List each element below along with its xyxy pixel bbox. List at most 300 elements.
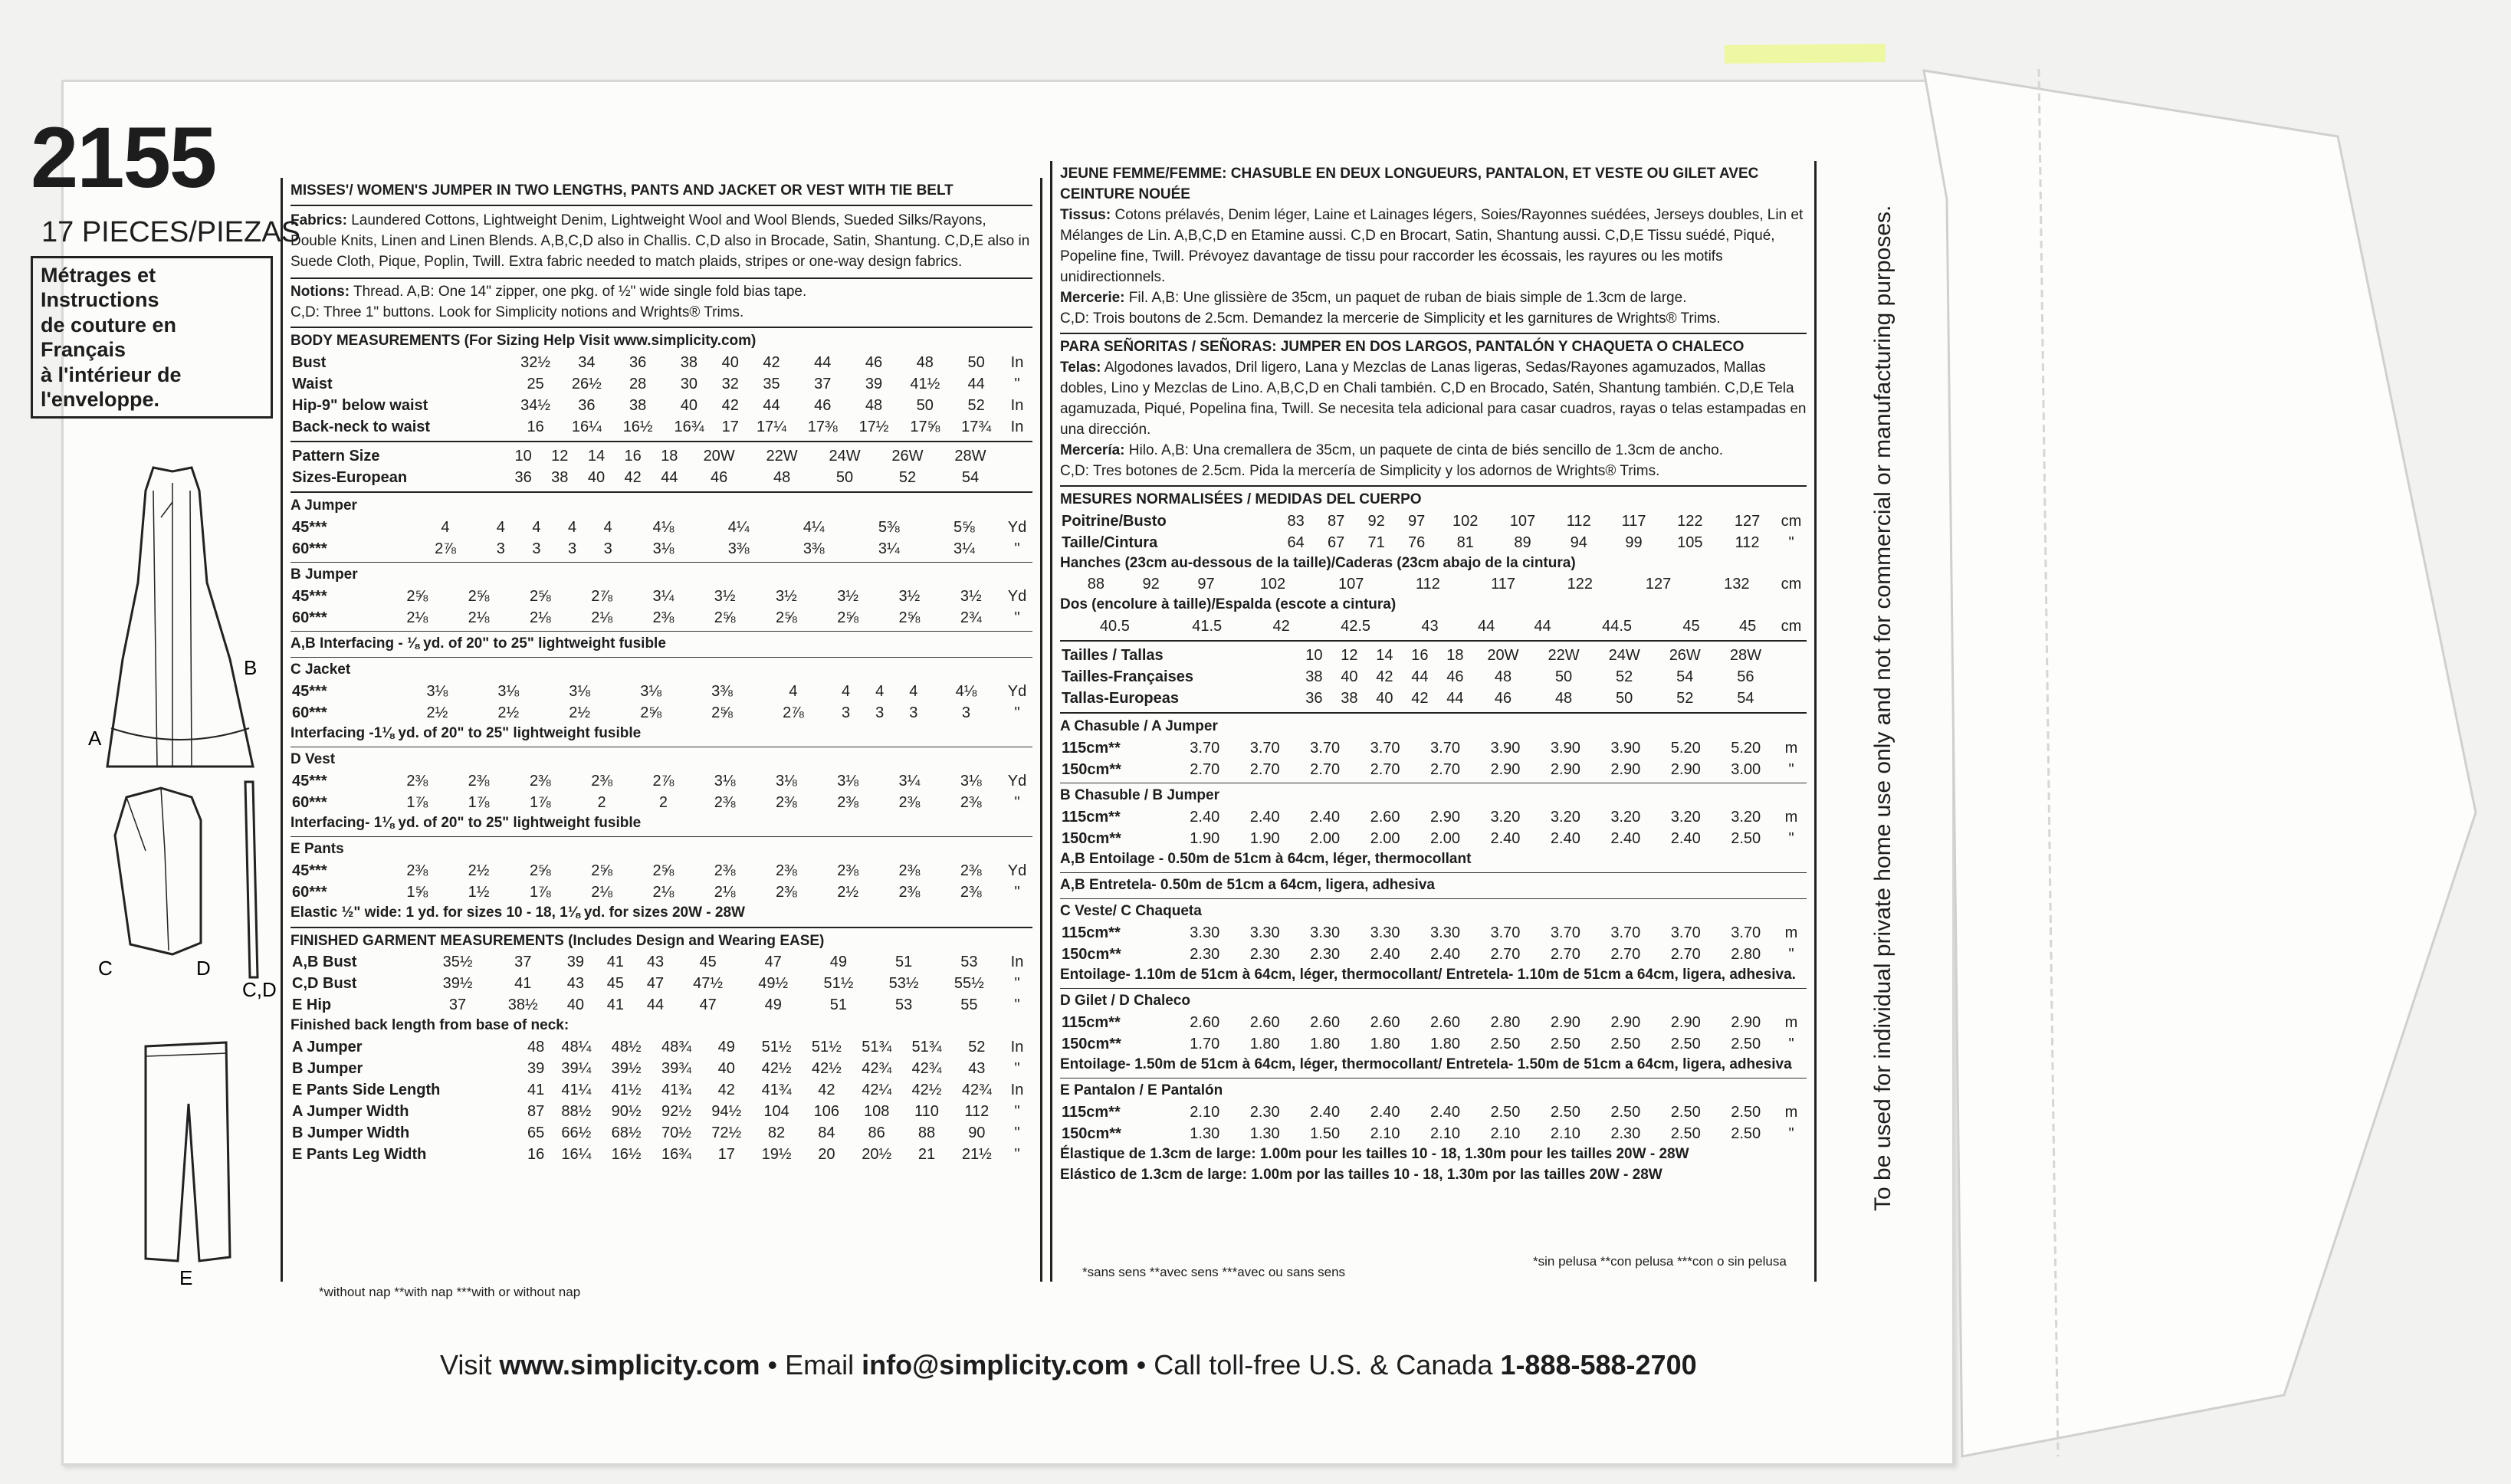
- cell-value: 17¼: [757, 418, 786, 435]
- d-gilet-table: [1060, 1012, 1807, 1055]
- cell-value: 41½: [611, 1082, 642, 1099]
- cell-value: 45: [606, 975, 625, 993]
- row-unit: ": [1014, 540, 1020, 557]
- divider: [290, 562, 1032, 563]
- cell-value: 3.70: [1550, 924, 1580, 942]
- cell-value: 2.60: [1310, 1014, 1341, 1032]
- cell-value: 37: [514, 954, 532, 971]
- divider: [1060, 988, 1807, 989]
- cell-value: 51½: [761, 1039, 792, 1056]
- cell-value: 40: [587, 468, 606, 486]
- table-row: [290, 586, 1032, 607]
- cell-value: 2.90: [1610, 1014, 1641, 1032]
- cell-value: 112: [1415, 576, 1440, 593]
- cell-value: 39½: [442, 975, 473, 993]
- table-row: [290, 681, 1032, 702]
- cell-value: 3.70: [1610, 924, 1641, 942]
- cell-value: 54: [1737, 690, 1754, 708]
- cell-value: 3.70: [1249, 740, 1280, 757]
- row-unit: ": [1014, 996, 1020, 1014]
- row-label: 150cm**: [1062, 1036, 1121, 1053]
- elastico-note: Elástico de 1.3cm de large: 1.00m por las tailles 10 - 18, 1.30m por las tailles 20W - 28W: [1060, 1167, 1663, 1184]
- cell-value: 17⅜: [807, 418, 838, 435]
- table-row: [1060, 573, 1807, 595]
- cell-value: 49: [764, 996, 782, 1014]
- row-label: A Jumper Width: [292, 1103, 409, 1121]
- cell-value: 41½: [910, 375, 940, 392]
- cell-value: 82: [767, 1124, 786, 1142]
- row-label: 115cm**: [1062, 1014, 1121, 1032]
- cell-value: 43: [968, 1060, 986, 1078]
- dress-a-drawing: [107, 468, 253, 767]
- row-label: Back-neck to waist: [292, 418, 431, 435]
- cell-value: 48: [527, 1039, 545, 1056]
- cell-value: 3.70: [1490, 924, 1521, 942]
- cell-value: 16¼: [571, 418, 602, 435]
- cell-value: 37: [448, 996, 467, 1014]
- table-row: [1060, 737, 1807, 759]
- cell-value: 3¼: [954, 540, 975, 557]
- row-label: 60***: [292, 883, 327, 901]
- divider: [1060, 712, 1807, 714]
- a-jumper-title: A Jumper: [290, 497, 357, 514]
- cell-value: 2.00: [1370, 830, 1400, 848]
- cell-value: 2⅜: [837, 793, 859, 811]
- pants-e-drawing: [146, 1042, 230, 1261]
- cell-value: 20W: [703, 447, 735, 465]
- divider: [290, 836, 1032, 837]
- cell-value: 3.90: [1490, 740, 1521, 757]
- mercerie-text: Mercerie: Fil. A,B: Une glissière de 35cm, un paquet de ruban de biais simple de 1.3cm de large.: [1060, 289, 1687, 306]
- divider: [290, 927, 1032, 928]
- row-label: 150cm**: [1062, 830, 1121, 848]
- cell-value: 3¼: [898, 772, 921, 790]
- cell-value: 42½: [911, 1082, 942, 1099]
- cell-value: 2.40: [1370, 1104, 1400, 1121]
- row-label: B Jumper Width: [292, 1124, 410, 1142]
- cell-value: 14: [587, 447, 606, 465]
- row-label: 115cm**: [1062, 1104, 1121, 1121]
- b-chasuble-table: [1060, 806, 1807, 849]
- cell-value: 3: [909, 704, 918, 721]
- row-label: 115cm**: [1062, 809, 1121, 826]
- row-unit: ": [1014, 793, 1020, 811]
- cell-value: 3.90: [1610, 740, 1641, 757]
- cell-value: 48: [865, 396, 883, 414]
- e-pants-title: E Pants: [290, 840, 344, 857]
- cell-value: 48: [1494, 668, 1512, 686]
- cell-value: 2⅝: [640, 704, 662, 721]
- cell-value: 4¼: [727, 518, 750, 536]
- cell-value: 39: [527, 1060, 545, 1078]
- cell-value: 39: [566, 954, 584, 971]
- row-label: A,B Bust: [292, 954, 357, 971]
- view-label: B: [244, 656, 258, 679]
- cell-value: 2⅜: [898, 862, 921, 879]
- cell-value: 3½: [837, 587, 859, 605]
- cell-value: 4¼: [803, 518, 825, 536]
- cell-value: 46: [1494, 690, 1512, 708]
- contact-footer: Visit www.simplicity.com • Email info@simplicity.com • Call toll-free U.S. & Canada 1-888-588-2700: [440, 1349, 1697, 1381]
- cell-value: 2.70: [1370, 761, 1400, 779]
- row-label: 45***: [292, 862, 327, 879]
- cell-value: 40: [1376, 690, 1393, 708]
- cell-value: 18: [1446, 647, 1464, 665]
- cell-value: 2.80: [1731, 946, 1761, 964]
- cell-value: 3⅛: [776, 772, 797, 790]
- cell-value: 51½: [823, 975, 854, 993]
- metric-measurements-title: MESURES NORMALISÉES / MEDIDAS DEL CUERPO: [1060, 491, 1422, 507]
- cell-value: 92: [1142, 576, 1160, 593]
- cell-value: 1.90: [1249, 830, 1280, 848]
- cell-value: 5.20: [1670, 740, 1701, 757]
- cell-value: 53½: [888, 975, 919, 993]
- row-unit: m: [1784, 740, 1798, 757]
- cell-value: 49: [717, 1039, 735, 1056]
- cell-value: 4: [841, 682, 851, 700]
- cell-value: 51½: [811, 1039, 842, 1056]
- row-unit: cm: [1781, 576, 1802, 593]
- cell-value: 48: [916, 353, 934, 371]
- cell-value: 2⅜: [406, 862, 428, 879]
- cell-value: 42: [818, 1082, 835, 1099]
- cell-value: 92: [1367, 512, 1385, 530]
- view-label: C: [98, 957, 113, 980]
- cell-value: 2.50: [1610, 1104, 1641, 1121]
- cell-value: 1⅝: [406, 883, 428, 901]
- divider: [1060, 872, 1807, 873]
- row-label: B Jumper: [292, 1060, 363, 1078]
- cell-value: 102: [1259, 576, 1286, 593]
- divider: [1060, 640, 1807, 642]
- cell-value: 49½: [758, 975, 789, 993]
- cell-value: 51: [829, 996, 848, 1014]
- cell-value: 2⅜: [898, 883, 921, 901]
- cell-value: 2⅜: [776, 862, 797, 879]
- cell-value: 47: [646, 975, 665, 993]
- cell-value: 44: [1446, 690, 1464, 708]
- cell-value: 43: [566, 975, 584, 993]
- cell-value: 3.70: [1670, 924, 1701, 942]
- cell-value: 2.90: [1610, 761, 1641, 779]
- a-chasuble-title: A Chasuble / A Jumper: [1060, 718, 1218, 735]
- cell-value: 55: [960, 996, 978, 1014]
- cell-value: 2.50: [1731, 1036, 1761, 1053]
- cell-value: 2⅜: [591, 772, 613, 790]
- cell-value: 4: [441, 518, 450, 536]
- cell-value: 112: [1735, 534, 1760, 551]
- cell-value: 1⅞: [529, 883, 551, 901]
- cell-value: 45: [1739, 618, 1757, 635]
- row-unit: m: [1784, 1014, 1798, 1032]
- cell-value: 35½: [442, 954, 473, 971]
- cell-value: 2.50: [1550, 1104, 1580, 1121]
- finished-measurements-title: FINISHED GARMENT MEASUREMENTS (Includes Design and Wearing EASE): [290, 932, 825, 949]
- cell-value: 52: [967, 396, 985, 414]
- cell-value: 106: [813, 1103, 840, 1121]
- cell-value: 3.70: [1190, 740, 1220, 757]
- cell-value: 19½: [761, 1146, 792, 1164]
- cell-value: 3.70: [1370, 740, 1400, 757]
- cell-value: 2.50: [1670, 1125, 1701, 1143]
- cell-value: 4: [568, 518, 577, 536]
- divider: [1060, 898, 1807, 899]
- cell-value: 4⅛: [652, 518, 675, 536]
- email-link[interactable]: info@simplicity.com: [862, 1349, 1129, 1381]
- cell-value: 3.70: [1310, 740, 1341, 757]
- cell-value: 1½: [468, 883, 490, 901]
- cell-value: 44: [967, 375, 985, 392]
- cell-value: 90½: [611, 1103, 642, 1121]
- cell-value: 2¾: [960, 609, 982, 626]
- cell-value: 2½: [569, 704, 591, 721]
- cell-value: 2½: [837, 883, 859, 901]
- table-row: [1060, 944, 1807, 965]
- cell-value: 46: [814, 396, 832, 414]
- dos-label: Dos (encolure à taille)/Espalda (escote a cintura): [1060, 596, 1397, 613]
- cell-value: 3⅛: [569, 682, 591, 700]
- cell-value: 3.30: [1249, 924, 1280, 942]
- row-label: [1060, 616, 1068, 637]
- cell-value: 1⅞: [468, 793, 490, 811]
- nap-footnote-en: *without nap **with nap ***with or without nap: [319, 1285, 581, 1299]
- cell-value: 2.50: [1670, 1104, 1701, 1121]
- cell-value: 43: [1421, 618, 1439, 635]
- cell-value: 3½: [898, 587, 921, 605]
- cell-value: 2.40: [1610, 830, 1641, 848]
- divider: [290, 657, 1032, 658]
- row-unit: m: [1784, 1104, 1798, 1121]
- row-unit: Yd: [1007, 518, 1027, 536]
- cell-value: 40: [721, 353, 739, 371]
- cell-value: 2⅛: [529, 609, 551, 626]
- cell-value: 68½: [611, 1124, 642, 1142]
- english-yardage-column: [281, 178, 1042, 1282]
- cell-value: 4: [789, 682, 798, 700]
- cell-value: 2.00: [1310, 830, 1341, 848]
- cell-value: 25: [527, 375, 544, 392]
- french-box-line: de couture en Français: [41, 313, 177, 362]
- cell-value: 36: [629, 353, 647, 371]
- cell-value: 36: [514, 468, 532, 486]
- cell-value: 39¼: [561, 1060, 592, 1078]
- cell-value: 2.40: [1490, 830, 1521, 848]
- cell-value: 2⅜: [960, 883, 982, 901]
- divider: [1060, 1078, 1807, 1079]
- cell-value: 4: [532, 518, 541, 536]
- cell-value: 81: [1456, 534, 1474, 551]
- pattern-number: 2155: [31, 110, 216, 205]
- cell-value: 2⅞: [591, 587, 613, 605]
- row-unit: ": [1014, 375, 1020, 392]
- cell-value: 41¼: [561, 1082, 592, 1099]
- cell-value: 10: [514, 447, 532, 465]
- a-jumper-table: [290, 517, 1032, 560]
- phone-number: 1-888-588-2700: [1500, 1349, 1697, 1381]
- cell-value: 55½: [954, 975, 984, 993]
- row-label: [1060, 573, 1068, 595]
- telas-text: Telas: Algodones lavados, Dril ligero, Lana y Mezclas de Lanas ligeras, Sedas/Rayones agamuzados, Mallas dobles, Lino y Mezclas de Lino. A,B,C,D en Chali también. C,D en Brocado, Satén, Shantung también. C,D,E Tela agamuzada, Piqué, Popelina fina, Twill. Se necesita tela adicional para casar cuadros, rayas o telas estampadas en una dirección.: [1060, 359, 1807, 438]
- cell-value: 2.70: [1190, 761, 1220, 779]
- cell-value: 2⅜: [468, 772, 490, 790]
- row-label: 60***: [292, 704, 327, 721]
- cell-value: 46: [1446, 668, 1464, 686]
- table-row: [290, 951, 1032, 973]
- cell-value: 94: [1570, 534, 1587, 551]
- cell-value: 16¾: [674, 418, 704, 435]
- cell-value: 2⅞: [652, 772, 675, 790]
- cell-value: 2⅜: [776, 793, 797, 811]
- cell-value: 2.10: [1490, 1125, 1521, 1143]
- cell-value: 1.80: [1430, 1036, 1460, 1053]
- cell-value: 20: [818, 1146, 835, 1164]
- cell-value: 3.30: [1190, 924, 1220, 942]
- nap-footnote-es: *sin pelusa **con pelusa ***con o sin pelusa: [1533, 1254, 1787, 1269]
- cell-value: 48½: [611, 1039, 642, 1056]
- cell-value: 2.70: [1670, 946, 1701, 964]
- view-label: E: [179, 1266, 193, 1289]
- website-link[interactable]: www.simplicity.com: [499, 1349, 760, 1381]
- cell-value: 97: [1197, 576, 1215, 593]
- cell-value: 51¾: [911, 1039, 942, 1056]
- cell-value: 2⅜: [529, 772, 551, 790]
- divider: [290, 491, 1032, 493]
- cell-value: 2⅝: [591, 862, 613, 879]
- cell-value: 35: [763, 375, 780, 392]
- cell-value: 22W: [1548, 647, 1580, 665]
- cell-value: 1⅞: [529, 793, 551, 811]
- cell-value: 3: [603, 540, 612, 557]
- cell-value: 42¾: [862, 1060, 892, 1078]
- row-label: E Pants Side Length: [292, 1082, 441, 1099]
- cell-value: 36: [578, 396, 596, 414]
- cell-value: 10: [1305, 647, 1323, 665]
- cell-value: 42: [1411, 690, 1429, 708]
- cell-value: 71: [1367, 534, 1385, 551]
- row-label: Bust: [292, 353, 327, 371]
- cell-value: 26W: [891, 447, 924, 465]
- cell-value: 16: [527, 1146, 545, 1164]
- belt-drawing: [245, 782, 258, 977]
- row-unit: [1002, 467, 1032, 488]
- back-length-title: Finished back length from base of neck:: [290, 1017, 569, 1034]
- table-row: [1060, 922, 1807, 944]
- cell-value: 16: [527, 418, 544, 435]
- cell-value: 1⅞: [406, 793, 428, 811]
- cell-value: 2.50: [1550, 1036, 1580, 1053]
- cell-value: 42¼: [862, 1082, 892, 1099]
- cell-value: 4: [496, 518, 505, 536]
- cell-value: 3⅛: [497, 682, 520, 700]
- row-label: 115cm**: [1062, 924, 1121, 942]
- table-row: [1060, 688, 1807, 709]
- cell-value: 17¾: [961, 418, 992, 435]
- cell-value: 3: [568, 540, 577, 557]
- divider: [290, 327, 1032, 328]
- cell-value: 3: [961, 704, 971, 721]
- cell-value: 2.00: [1430, 830, 1460, 848]
- cell-value: 102: [1452, 512, 1479, 530]
- cell-value: 87: [1327, 512, 1345, 530]
- cell-value: 1.70: [1190, 1036, 1220, 1053]
- cell-value: 52: [1676, 690, 1694, 708]
- cell-value: 2: [597, 793, 606, 811]
- row-unit: Yd: [1007, 862, 1027, 879]
- row-unit: ": [1788, 946, 1794, 964]
- cell-value: 2⅝: [406, 587, 428, 605]
- d-vest-title: D Vest: [290, 750, 336, 767]
- row-label: 45***: [292, 682, 327, 700]
- cell-value: 1.30: [1249, 1125, 1280, 1143]
- cell-value: 17½: [858, 418, 889, 435]
- row-label: 60***: [292, 609, 327, 626]
- cell-value: 2.40: [1370, 946, 1400, 964]
- french-box-line: Métrages et Instructions: [41, 264, 159, 312]
- row-label: 115cm**: [1062, 740, 1121, 757]
- cell-value: 48: [1554, 690, 1573, 708]
- cell-value: 2⅝: [776, 609, 797, 626]
- table-row: [1060, 511, 1807, 532]
- cell-value: 2⅛: [652, 883, 675, 901]
- e-pantalon-title: E Pantalon / E Pantalón: [1060, 1082, 1223, 1099]
- tissus-text: Tissus: Cotons prélavés, Denim léger, Laine et Lainages légers, Soies/Rayonnes suédées, Jerseys doubles, Lin et Mélanges de Lin. A,B,C,D en Etamine aussi. C,D en Brocart, Satin, Shantung aussi. C,D,E Tissu suédé, Piqué, Popeline fine, Twill. Prévoyez davantage de tissu pour raccorder les écossais, les rayures ou les motifs unidirectionnels.: [1060, 206, 1804, 285]
- cell-value: 53: [894, 996, 913, 1014]
- table-row: [1060, 616, 1807, 637]
- cell-value: 3.30: [1370, 924, 1400, 942]
- table-row: [290, 994, 1032, 1016]
- cell-value: 26½: [571, 375, 602, 392]
- cell-value: 1.50: [1310, 1125, 1341, 1143]
- cell-value: 51: [894, 954, 913, 971]
- cell-value: 66½: [561, 1124, 592, 1142]
- cell-value: 3.70: [1731, 924, 1761, 942]
- cell-value: 2.10: [1370, 1125, 1400, 1143]
- cell-value: 84: [818, 1124, 835, 1142]
- cell-value: 2.70: [1310, 761, 1341, 779]
- row-unit: m: [1784, 924, 1798, 942]
- row-label: 150cm**: [1062, 1125, 1121, 1143]
- cell-value: 17: [721, 418, 739, 435]
- cell-value: 42: [721, 396, 739, 414]
- cell-value: 41: [514, 975, 532, 993]
- merceria-text: Mercería: Hilo. A,B: Una cremallera de 35cm, un paquete de cinta de biés sencillo de 1.3cm de ancho.: [1060, 442, 1724, 458]
- cell-value: 2.90: [1670, 761, 1701, 779]
- cell-value: 2.70: [1610, 946, 1641, 964]
- cell-value: 38: [551, 468, 569, 486]
- c-interfacing: Interfacing -1⅛ yd. of 20" to 25" lightweight fusible: [290, 724, 642, 741]
- cell-value: 48¼: [561, 1039, 592, 1056]
- french-title: JEUNE FEMME/FEMME: CHASUBLE EN DEUX LONGUEURS, PANTALON, ET VESTE OU GILET AVEC CEINTURE NOUÉE: [1060, 166, 1759, 202]
- cell-value: 132: [1724, 576, 1750, 593]
- cell-value: 2⅜: [960, 862, 982, 879]
- cell-value: 2.90: [1731, 1014, 1761, 1032]
- cell-value: 2⅜: [898, 793, 921, 811]
- table-row: [290, 1036, 1032, 1058]
- view-label: D: [196, 957, 211, 980]
- cell-value: 3⅛: [426, 682, 448, 700]
- cell-value: 2⅜: [837, 862, 859, 879]
- cell-value: 3½: [714, 587, 736, 605]
- table-row: [1060, 645, 1807, 666]
- table-row: [290, 1101, 1032, 1122]
- cell-value: 47: [764, 954, 782, 971]
- cell-value: 42¾: [961, 1082, 992, 1099]
- cell-value: 56: [1737, 668, 1754, 686]
- cell-value: 41: [527, 1082, 545, 1099]
- row-label: A Jumper: [292, 1039, 363, 1056]
- view-label: C,D: [242, 978, 277, 1001]
- cell-value: 46: [865, 353, 883, 371]
